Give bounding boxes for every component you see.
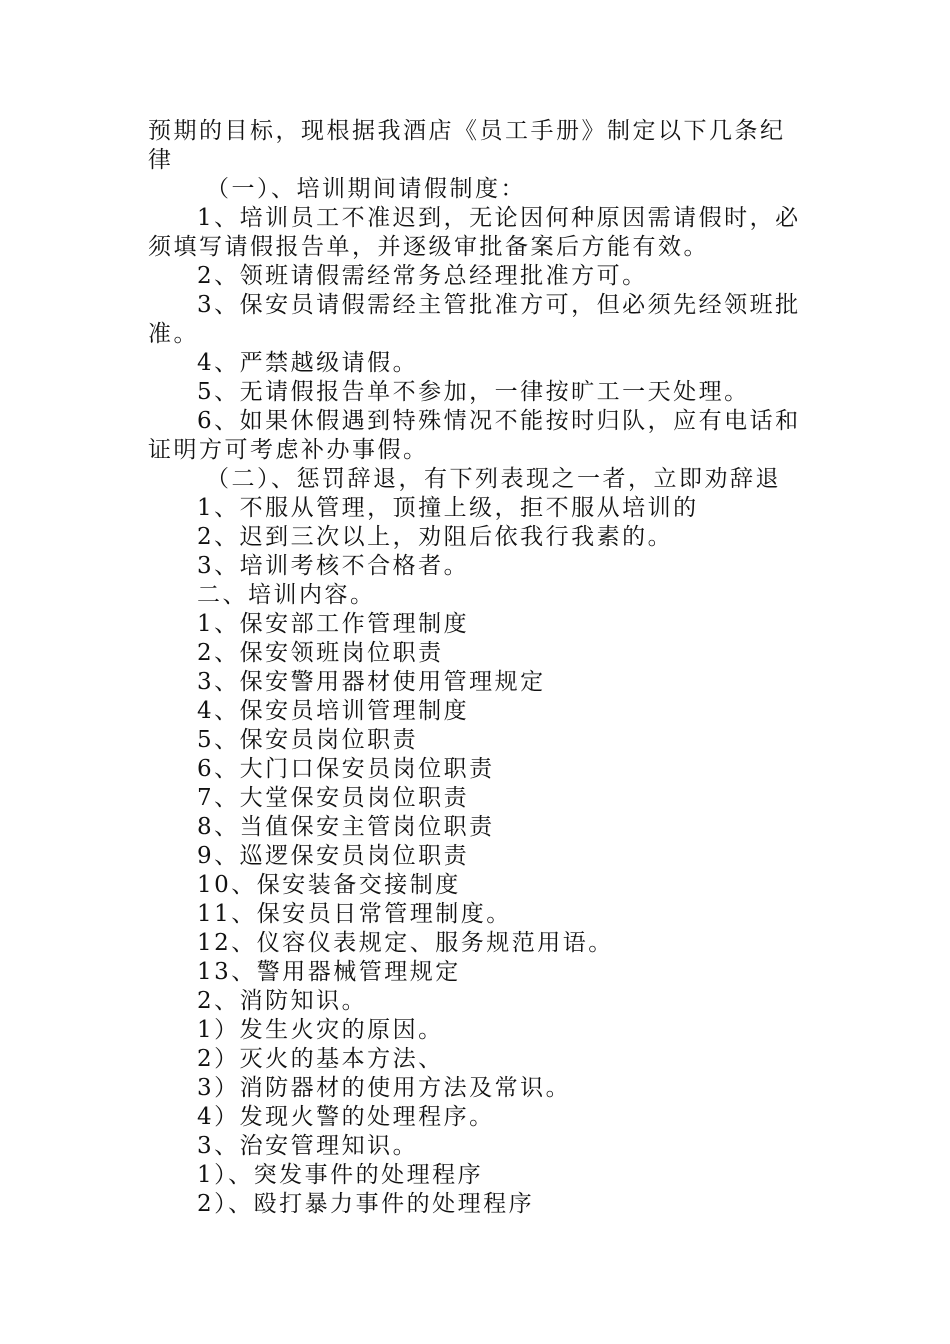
list-item: 5、保安员岗位职责 [197, 727, 419, 753]
list-item: 11、保安员日常管理制度。 [197, 901, 512, 927]
section-heading: （二）、惩罚辞退，有下列表现之一者，立即劝辞退 [206, 466, 781, 492]
list-item: 1、保安部工作管理制度 [197, 611, 470, 637]
text-line: 证明方可考虑补办事假。 [148, 437, 429, 463]
list-item: 10、保安装备交接制度 [197, 872, 461, 898]
list-item: 6、大门口保安员岗位职责 [197, 756, 495, 782]
list-item: 4）发现火警的处理程序。 [197, 1104, 495, 1130]
text-line: 1、不服从管理，顶撞上级，拒不服从培训的 [197, 495, 699, 521]
text-line: 2、迟到三次以上，劝阻后依我行我素的。 [197, 524, 674, 550]
list-item: 7、大堂保安员岗位职责 [197, 785, 470, 811]
text-line: 3、保安员请假需经主管批准方可，但必须先经领班批 [197, 292, 801, 318]
list-item: 1）、突发事件的处理程序 [197, 1162, 484, 1188]
list-item: 2）灭火的基本方法、 [197, 1046, 444, 1072]
list-item: 4、保安员培训管理制度 [197, 698, 470, 724]
list-item: 12、仪容仪表规定、服务规范用语。 [197, 930, 614, 956]
list-item: 9、巡逻保安员岗位职责 [197, 843, 470, 869]
document-body [148, 117, 808, 1219]
text-line: 律 [148, 147, 174, 173]
text-line: 预期的目标，现根据我酒店《员工手册》制定以下几条纪 [148, 118, 786, 144]
text-line: 1、培训员工不准迟到，无论因何种原因需请假时，必 [197, 205, 801, 231]
section-heading: 2、消防知识。 [197, 988, 368, 1014]
section-heading: 3、治安管理知识。 [197, 1133, 419, 1159]
list-item: 2、保安领班岗位职责 [197, 640, 444, 666]
section-heading: 二、培训内容。 [197, 582, 376, 608]
list-item: 8、当值保安主管岗位职责 [197, 814, 495, 840]
text-line: 5、无请假报告单不参加，一律按旷工一天处理。 [197, 379, 750, 405]
list-item: 2）、殴打暴力事件的处理程序 [197, 1191, 535, 1217]
text-line: 3、培训考核不合格者。 [197, 553, 470, 579]
section-heading: （一）、培训期间请假制度： [206, 176, 526, 202]
list-item: 3）消防器材的使用方法及常识。 [197, 1075, 572, 1101]
text-line: 须填写请假报告单，并逐级审批备案后方能有效。 [148, 234, 709, 260]
list-item: 1）发生火灾的原因。 [197, 1017, 444, 1043]
text-line: 6、如果休假遇到特殊情况不能按时归队，应有电话和 [197, 408, 801, 434]
text-line: 2、领班请假需经常务总经理批准方可。 [197, 263, 648, 289]
list-item: 13、警用器械管理规定 [197, 959, 461, 985]
text-line: 4、严禁越级请假。 [197, 350, 419, 376]
list-item: 3、保安警用器材使用管理规定 [197, 669, 546, 695]
text-line: 准。 [148, 321, 199, 347]
